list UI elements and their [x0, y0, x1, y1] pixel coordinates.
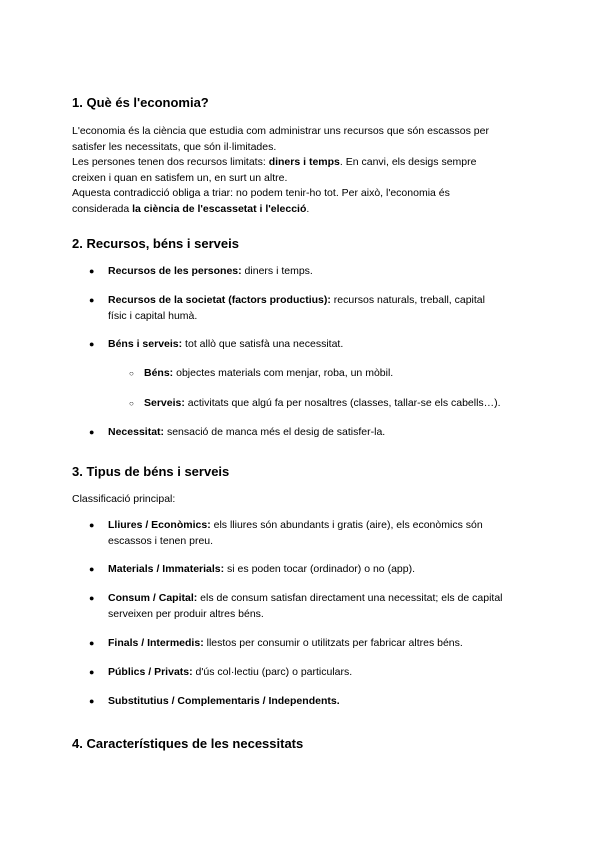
bullet-icon: ● [89, 339, 95, 349]
section-heading-3: 3. Tipus de béns i serveis [72, 464, 230, 479]
circle-bullet-icon: ○ [129, 399, 134, 408]
section-3-intro: Classificació principal: [72, 493, 176, 505]
list-item: ● Lliures / Econòmics: els lliures són abundants i gratis (aire), els econòmics són escassos i tenen preu. [89, 519, 483, 547]
paragraph-line: considerada la ciència de l'escassetat i l'elecció. [72, 202, 310, 215]
sub-list-item: ○ Béns: objectes materials com menjar, roba, un mòbil. [144, 366, 584, 382]
bullet-icon: ● [89, 564, 95, 574]
list-item: ● Materials / Immaterials: si es poden tocar (ordinador) o no (app). [108, 562, 548, 578]
sub-list-item: ○ Serveis: activitats que algú fa per nosaltres (classes, tallar-se els cabells…). [144, 396, 584, 412]
bullet-icon: ● [89, 427, 95, 437]
bullet-icon: ● [89, 266, 95, 276]
list-item: ● Béns i serveis: tot allò que satisfà una necessitat. [108, 337, 548, 353]
list-item: ● Consum / Capital: els de consum satisfan directament una necessitat; els de capital serveixen per produir altres béns. [89, 592, 503, 620]
paragraph-line: Les persones tenen dos recursos limitats: diners i temps. En canvi, els desigs sempre [72, 156, 477, 168]
bullet-icon: ● [89, 520, 95, 530]
list-item: ● Públics / Privats: d'ús col·lectiu (parc) o particulars. [108, 665, 548, 681]
section-heading-4: 4. Característiques de les necessitats [72, 736, 304, 751]
list-item: ● Substitutius / Complementaris / Independents. [108, 694, 548, 710]
paragraph-line: satisfer les necessitats, que són il·limitades. [72, 140, 277, 153]
paragraph-line: creixen i quan en satisfem un, en surt un altre. [72, 171, 288, 184]
circle-bullet-icon: ○ [129, 369, 134, 378]
bullet-icon: ● [89, 696, 95, 706]
section-heading-2: 2. Recursos, béns i serveis [72, 236, 239, 251]
bullet-icon: ● [89, 593, 95, 603]
section-1-paragraph [72, 124, 532, 217]
bullet-icon: ● [89, 667, 95, 677]
list-item: ● Recursos de les persones: diners i temps. [108, 264, 548, 280]
bullet-icon: ● [89, 295, 95, 305]
paragraph-line: L'economia és la ciència que estudia com administrar uns recursos que són escassos per [72, 125, 489, 137]
section-heading-1: 1. Què és l'economia? [72, 95, 209, 110]
paragraph-line: Aquesta contradicció obliga a triar: no podem tenir-ho tot. Per això, l'economia és [72, 187, 450, 199]
list-item: ● Recursos de la societat (factors productius): recursos naturals, treball, capital físic i capital humà. [89, 294, 485, 322]
list-item: ● Finals / Intermedis: llestos per consumir o utilitzats per fabricar altres béns. [108, 636, 548, 652]
bullet-icon: ● [89, 638, 95, 648]
list-item: ● Necessitat: sensació de manca més el desig de satisfer-la. [108, 425, 548, 441]
